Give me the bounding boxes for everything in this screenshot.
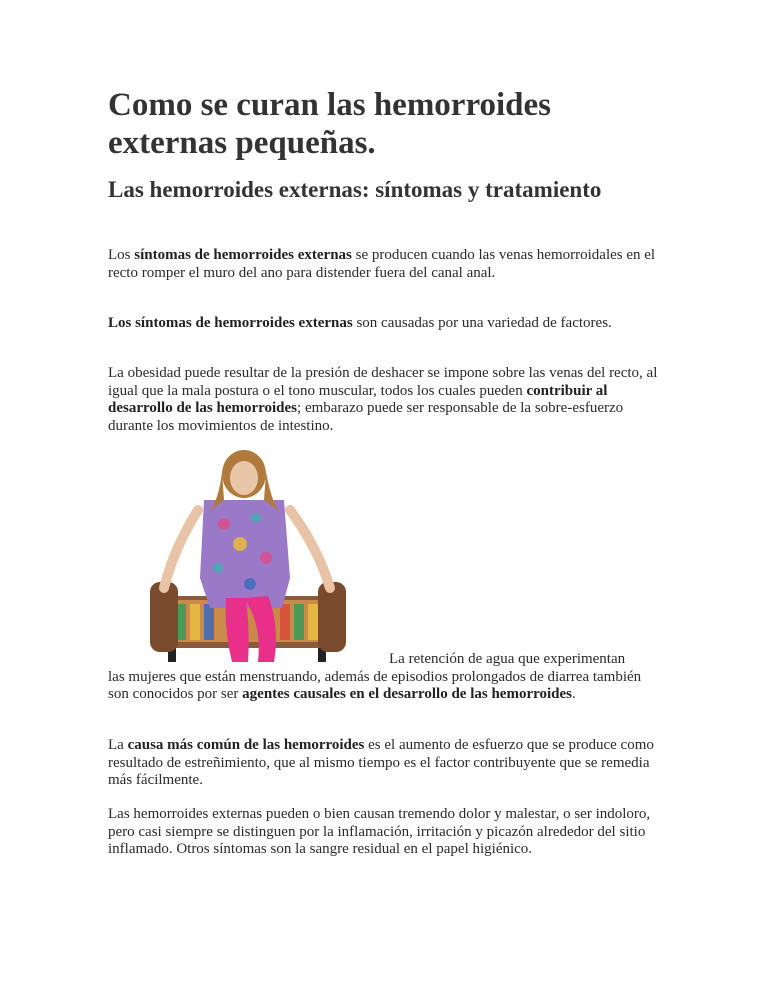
p1-bold: síntomas de hemorroides externas <box>134 247 352 263</box>
paragraph-4 <box>108 651 664 704</box>
woman-bench-photo <box>140 448 356 664</box>
paragraph-1 <box>108 247 664 282</box>
p5-text-a: La <box>108 737 128 753</box>
page-title: Como se curan las hemorroides externas pequeñas. <box>108 87 552 161</box>
paragraph-6 <box>108 806 664 859</box>
p1-text-a: Los <box>108 247 135 263</box>
p4-text-c: . <box>572 686 576 702</box>
p3-text-c: ; embarazo puede ser responsable de la sobre-esfuerzo durante los movimientos de intestino. <box>108 400 624 434</box>
p1-text-c: se producen cuando las venas hemorroidales en el recto romper el muro del ano para distender fuera del canal anal. <box>108 247 656 281</box>
p4-text-a: las mujeres que están menstruando, además de episodios prolongados de diarrea también son conocidos por ser <box>108 668 642 702</box>
paragraph-5 <box>108 737 664 790</box>
paragraph-2 <box>108 315 664 333</box>
woman-seated-icon <box>140 448 356 664</box>
p3-bold: contribuir al desarrollo de las hemorroides <box>108 382 608 416</box>
p6-text-a: Las hemorroides externas pueden o bien causan tremendo dolor y malestar, o ser indoloro, pero casi siempre se distinguen por la inflamación, irritación y picazón alrededor del sitio inflamado. Otros síntomas son la sangre residual en el papel higiénico. <box>108 806 651 857</box>
paragraph-3 <box>108 365 664 435</box>
p5-bold: causa más común de las hemorroides <box>127 737 365 753</box>
p4-bold: agentes causales en el desarrollo de las hemorroides <box>242 686 572 702</box>
p2-text-c: son causadas por una variedad de factores. <box>352 315 612 331</box>
p5-text-c: es el aumento de esfuerzo que se produce como resultado de estreñimiento, que al mismo tiempo es el factor contribuyente que se remedia más fácilmente. <box>108 737 654 788</box>
p2-bold: Los síntomas de hemorroides externas <box>108 315 353 331</box>
p3-text-a: La obesidad puede resultar de la presión de deshacer se impone sobre las venas del recto, al igual que la mala postura o el tono muscular, todos los cuales pueden <box>108 365 658 399</box>
p4-lead: La retención de agua que experimentan <box>389 651 626 667</box>
section-heading: Las hemorroides externas: síntomas y tratamiento <box>108 177 602 202</box>
